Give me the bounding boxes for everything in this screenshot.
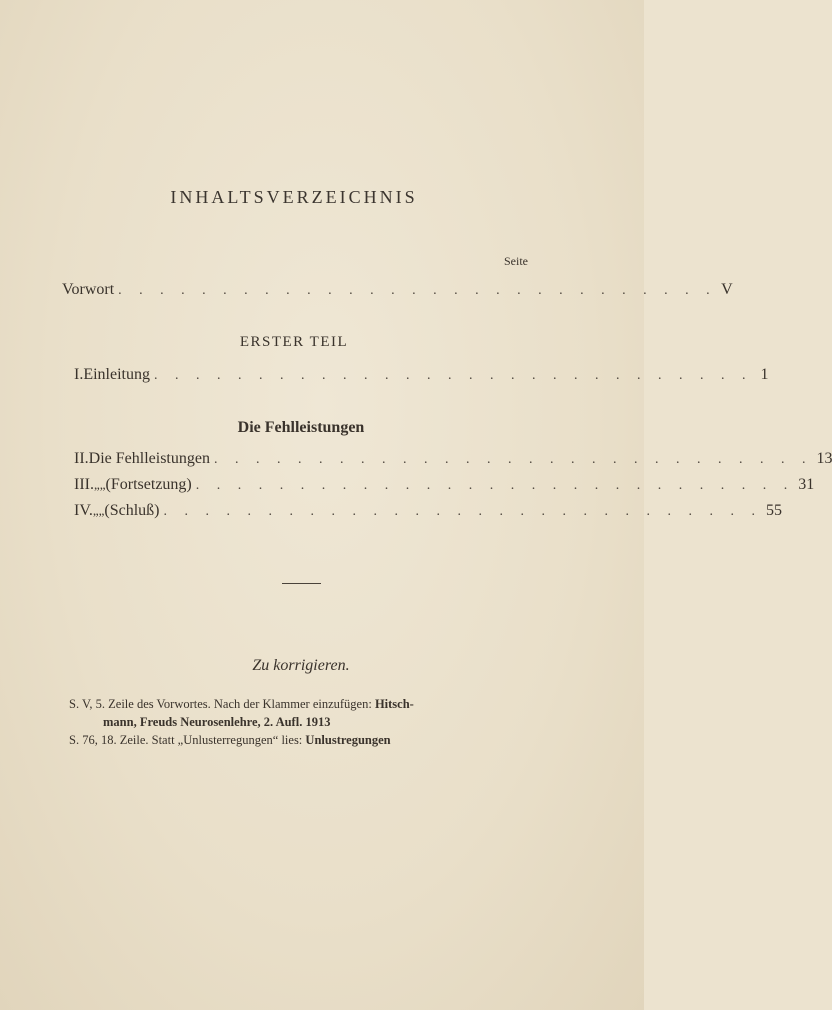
toc-page-number: 55 [766, 502, 782, 519]
toc-page-number: 13 [816, 450, 832, 467]
section-heading: Die Fehlleistungen [237, 419, 365, 436]
part-heading: ERSTER TEIL [239, 334, 349, 350]
ditto-mark: „ [92, 503, 99, 518]
toc-entry-einleitung [74, 366, 769, 388]
toc-entry-vorwort [62, 281, 733, 303]
toc-page-number: 31 [798, 476, 815, 493]
toc-label: (Fortsetzung) [105, 476, 192, 493]
page-title: INHALTSVERZEICHNIS [170, 187, 418, 207]
toc-page-number: V [721, 281, 733, 298]
toc-chapter-number: IV. [74, 502, 93, 519]
toc-label: Einleitung [83, 366, 150, 383]
toc-page-number: 1 [760, 366, 769, 383]
correction-reference: S. V, 5. Zeile des Vorwortes. Nach der Klammer einzufügen: [69, 697, 375, 711]
leader-dots: . . . . . . . . . . . . . . . . . . . . . . . . . . . . . [213, 452, 813, 467]
toc-entry-chapter-3 [74, 476, 815, 498]
toc-entry-chapter-4 [74, 502, 782, 524]
toc-label: Die Fehlleistungen [88, 450, 210, 467]
corrections-heading: Zu korrigieren. [252, 657, 350, 674]
correction-text: Hitsch- [374, 697, 414, 711]
correction-reference: S. 76, 18. Zeile. Statt „Unlusterregungen“ lies: [69, 733, 306, 747]
ditto-mark: „ [99, 477, 106, 492]
toc-label: (Schluß) [104, 502, 160, 519]
correction-item-1 [69, 695, 414, 731]
correction-text-continued: mann, Freuds Neurosenlehre, 2. Aufl. 1913 [103, 715, 331, 729]
toc-label: Vorwort [62, 281, 115, 298]
leader-dots: . . . . . . . . . . . . . . . . . . . . . . . . . . . . . [153, 368, 753, 383]
correction-item-2 [69, 731, 391, 749]
leader-dots: . . . . . . . . . . . . . . . . . . . . . . . . . . . . . [163, 504, 762, 519]
leader-dots: . . . . . . . . . . . . . . . . . . . . . . . . . . . . . [195, 478, 795, 493]
toc-chapter-number: III. [74, 476, 94, 493]
toc-chapter-number: II. [74, 450, 89, 467]
divider-rule [282, 583, 321, 584]
leader-dots: . . . . . . . . . . . . . . . . . . . . . . . . . . . . . [118, 283, 717, 298]
toc-chapter-number: I. [74, 366, 84, 383]
toc-entry-chapter-2 [74, 450, 832, 472]
correction-text: Unlustregungen [305, 733, 391, 747]
ditto-mark: „ [93, 477, 100, 492]
page-column-label: Seite [504, 254, 528, 268]
ditto-mark: „ [98, 503, 105, 518]
